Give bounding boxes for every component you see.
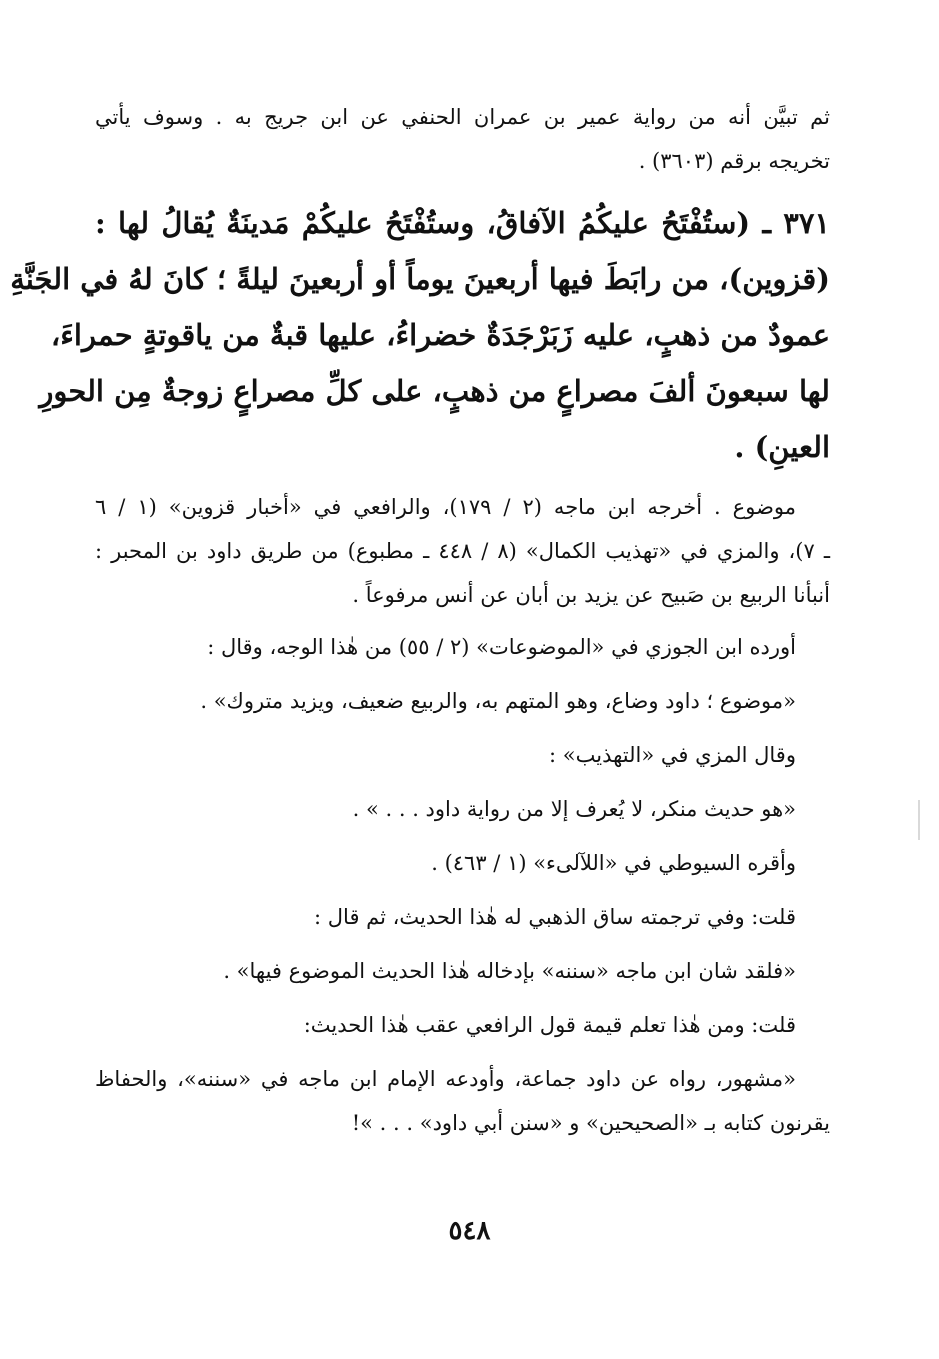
commentary-quote [95,1057,830,1145]
intro-paragraph [95,95,830,183]
hadith-line: (قزوين)، من رابَطَ فيها أربعينَ يوماً أو أربعينَ ليلةً ؛ كانَ لهُ في الجَنَّةِ [10,262,830,296]
hadith-text [10,195,830,475]
commentary-paragraph: وقال المزي في «التهذيب» : [549,743,796,767]
hadith-line: عمودٌ من ذهبٍ، عليه زَبَرْجَدَةٌ خضراءُ، عليها قبةٌ من ياقوتةٍ حمراءَ، [50,318,830,352]
commentary-paragraph: وأقره السيوطي في «اللآلىء» (١ / ٤٦٣) . [431,851,796,875]
intro-line: ثم تبيَّن أنه من رواية عمير بن عمران الحنفي عن ابن جريج به . وسوف يأتي [95,105,830,129]
commentary-quote: «هو حديث منكر، لا يُعرف إلا من رواية داود . . . » . [352,797,796,821]
takhrij-line: موضوع . أخرجه ابن ماجه (٢ / ١٧٩)، والرافعي في «أخبار قزوين» (١ / ٦ [95,495,796,519]
commentary-paragraph: أورده ابن الجوزي في «الموضوعات» (٢ / ٥٥) من هٰذا الوجه، وقال : [207,635,796,659]
takhrij-line: أنبأنا الربيع بن صَبيح عن يزيد بن أبان عن أنس مرفوعاً . [352,583,830,607]
scan-mark [918,800,920,840]
page-number: ٥٤٨ [448,1216,491,1246]
hadith-line: ٣٧١ ـ (ستُفْتَحُ عليكُمُ الآفاقُ، وستُفْتَحُ عليكُمْ مَدينَةٌ يُقالُ لها : [95,206,830,240]
commentary-paragraph: قلت: وفي ترجمته ساق الذهبي له هٰذا الحديث، ثم قال : [314,905,796,929]
takhrij-line: ـ ٧)، والمزي في «تهذيب الكمال» (٨ / ٤٤٨ ـ مطبوع) من طريق داود بن المحبر : [95,539,830,563]
intro-line: تخريجه برقم (٣٦٠٣) . [638,149,830,173]
commentary-quote: «فلقد شان ابن ماجه «سننه» بإدخاله هٰذا الحديث الموضوع فيها» . [223,959,796,983]
quote-line: يقرنون كتابه بـ «الصحيحين» و «سنن أبي داود» . . . »! [351,1111,830,1135]
quote-line: «مشهور، رواه عن داود جماعة، وأودعه الإمام ابن ماجه في «سننه»، والحفاظ [95,1067,796,1091]
book-page [10,95,830,1275]
takhrij-paragraph [95,485,830,617]
commentary-quote: «موضوع ؛ داود وضاع، وهو المتهم به، والربيع ضعيف، ويزيد متروك» . [200,689,796,713]
commentary-paragraph: قلت: ومن هٰذا تعلم قيمة قول الرافعي عقب هٰذا الحديث: [303,1013,796,1037]
hadith-line: العينِ) . [734,430,830,464]
hadith-line: لها سبعونَ ألفَ مصراعٍ من ذهبٍ، على كلِّ مصراعٍ زوجةٌ مِن الحورِ [39,374,830,408]
